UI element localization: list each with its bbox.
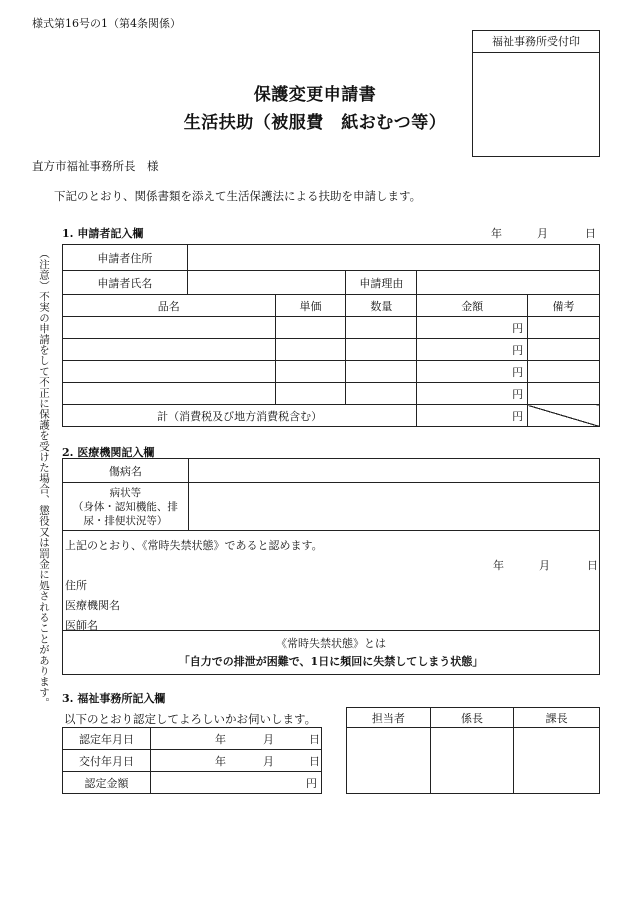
year-label: 年: [491, 227, 502, 240]
issue-date-label: 交付年月日: [63, 750, 151, 772]
item-row: [63, 317, 600, 339]
condition-field[interactable]: [188, 483, 599, 531]
medical-table: [62, 458, 600, 675]
amount-field[interactable]: 円: [151, 772, 322, 794]
definition-text: 「自力での排泄が困難で、1日に頻回に失禁してしまう状態」: [178, 654, 484, 668]
approver-chief-label: 係長: [430, 708, 514, 728]
applicant-address-field[interactable]: [187, 245, 599, 271]
item-name-cell[interactable]: [63, 339, 276, 361]
form-subtitle: 生活扶助（被服費 紙おむつ等）: [183, 113, 447, 133]
month-label: 月: [539, 559, 550, 572]
approver-table: [346, 707, 600, 794]
amount-cell[interactable]: 円: [417, 317, 528, 339]
applicant-address-label: 申請者住所: [63, 245, 188, 271]
form-number: 様式第16号の1（第4条関係）: [32, 17, 181, 30]
day-label: 日: [585, 227, 596, 240]
section1-date: [491, 225, 596, 241]
day-label: 日: [587, 559, 598, 572]
col-remarks: 備考: [528, 295, 600, 317]
applicant-name-label: 申請者氏名: [63, 271, 188, 295]
item-name-cell[interactable]: [63, 383, 276, 405]
amount-cell[interactable]: 円: [417, 361, 528, 383]
institution-address-label: 住所: [65, 579, 87, 592]
total-remarks-crossed: [528, 405, 600, 427]
quantity-cell[interactable]: [346, 383, 417, 405]
amount-cell[interactable]: 円: [417, 339, 528, 361]
col-quantity: 数量: [346, 295, 417, 317]
col-item-name: 品名: [63, 295, 276, 317]
certification-date: [493, 557, 598, 573]
unit-price-cell[interactable]: [275, 317, 346, 339]
stamp-label: 福祉事務所受付印: [473, 31, 599, 53]
section2-heading: 2. 医療機関記入欄: [62, 446, 155, 459]
month-label: 月: [263, 732, 274, 746]
reason-field[interactable]: [417, 271, 600, 295]
year-label: 年: [215, 754, 226, 768]
section1-heading: 1. 申請者記入欄: [62, 227, 144, 240]
approver-manager-seal[interactable]: [514, 728, 600, 794]
disease-field[interactable]: [188, 459, 599, 483]
definition-title: 《常時失禁状態》とは: [276, 636, 386, 650]
doctor-name-label: 医師名: [65, 619, 98, 632]
year-label: 年: [215, 732, 226, 746]
item-row: [63, 339, 600, 361]
certification-statement: 上記のとおり、《常時失禁状態》であると認めます。: [65, 539, 323, 552]
condition-label: 病状等 （身体・認知機能、排尿・排便状況等）: [63, 483, 189, 531]
remarks-cell[interactable]: [528, 317, 600, 339]
item-name-cell[interactable]: [63, 361, 276, 383]
intro-text: 下記のとおり、関係書類を添えて生活保護法による扶助を申請します。: [54, 189, 422, 203]
quantity-cell[interactable]: [346, 317, 417, 339]
month-label: 月: [263, 754, 274, 768]
unit-price-cell[interactable]: [275, 383, 346, 405]
amount-cell[interactable]: 円: [417, 383, 528, 405]
remarks-cell[interactable]: [528, 383, 600, 405]
applicant-name-field[interactable]: [187, 271, 346, 295]
approver-staff-label: 担当者: [347, 708, 431, 728]
disease-label: 傷病名: [63, 459, 189, 483]
office-table: [62, 727, 322, 794]
unit-price-cell[interactable]: [275, 339, 346, 361]
item-row: [63, 383, 600, 405]
remarks-cell[interactable]: [528, 361, 600, 383]
col-amount: 金額: [417, 295, 528, 317]
quantity-cell[interactable]: [346, 361, 417, 383]
approval-request: 以下のとおり認定してよろしいかお伺いします。: [64, 712, 317, 726]
item-name-cell[interactable]: [63, 317, 276, 339]
section3-heading: 3. 福祉事務所記入欄: [62, 692, 166, 705]
issue-date-field[interactable]: [151, 750, 322, 772]
approver-manager-label: 課長: [514, 708, 600, 728]
approver-staff-seal[interactable]: [347, 728, 431, 794]
day-label: 日: [309, 754, 320, 768]
month-label: 月: [537, 227, 548, 240]
certification-area: [63, 531, 600, 631]
cert-date-label: 認定年月日: [63, 728, 151, 750]
form-title: 保護変更申請書: [253, 85, 377, 105]
day-label: 日: [309, 732, 320, 746]
cert-date-field[interactable]: [151, 728, 322, 750]
approver-chief-seal[interactable]: [430, 728, 514, 794]
amount-label: 認定金額: [63, 772, 151, 794]
remarks-cell[interactable]: [528, 339, 600, 361]
col-unit-price: 単価: [275, 295, 346, 317]
total-label: 計（消費税及び地方消費税含む）: [63, 405, 417, 427]
unit-price-cell[interactable]: [275, 361, 346, 383]
reason-label: 申請理由: [346, 271, 417, 295]
addressee: 直方市福祉事務所長 様: [32, 159, 159, 173]
item-row: [63, 361, 600, 383]
institution-name-label: 医療機関名: [65, 599, 120, 612]
total-row: [63, 405, 600, 427]
definition-box: [63, 631, 600, 675]
caution-note: （注意）不実の申請をして不正に保護を受けた場合、懲役又は罰金に処されることがあります。: [38, 248, 50, 709]
year-label: 年: [493, 559, 504, 572]
quantity-cell[interactable]: [346, 339, 417, 361]
applicant-table: [62, 244, 600, 427]
total-amount-cell[interactable]: 円: [417, 405, 528, 427]
